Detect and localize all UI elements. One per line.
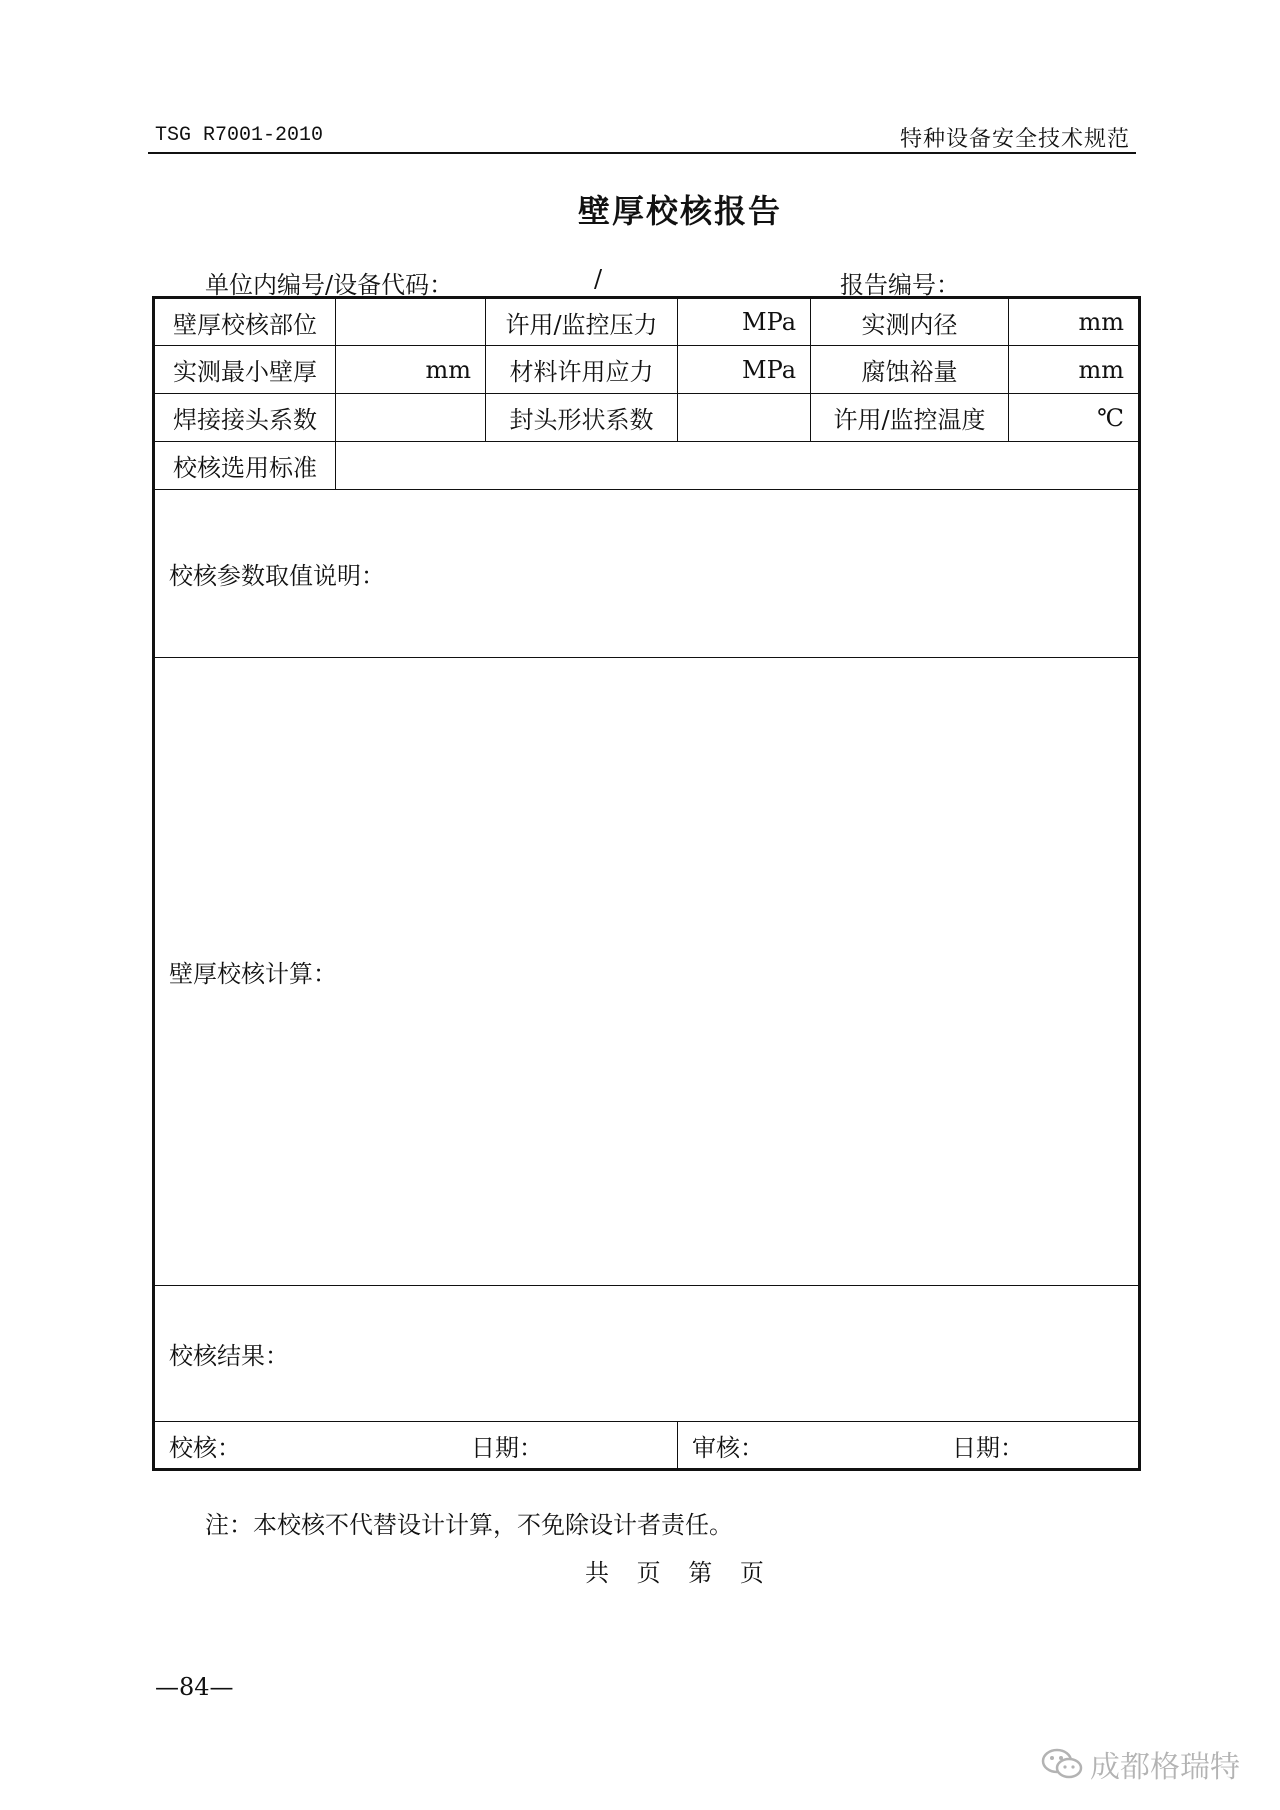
field-weld-joint-factor[interactable] bbox=[336, 394, 486, 442]
label-head-shape-factor: 封头形状系数 bbox=[486, 394, 678, 442]
checker-date-label: 日期： bbox=[471, 1433, 543, 1462]
table-row bbox=[154, 1422, 1140, 1470]
header-rule bbox=[148, 152, 1136, 154]
check-result-label: 校核结果： bbox=[169, 1342, 289, 1370]
report-number-label: 报告编号： bbox=[840, 271, 960, 299]
field-corrosion-allowance[interactable]: mm bbox=[1009, 346, 1140, 394]
table-row bbox=[154, 1286, 1140, 1422]
field-min-wall-thickness[interactable]: mm bbox=[336, 346, 486, 394]
page-count: 共 页 第 页 bbox=[585, 1559, 765, 1587]
wechat-icon bbox=[1040, 1746, 1084, 1782]
reviewer-date-label: 日期： bbox=[952, 1433, 1024, 1462]
label-check-location: 壁厚校核部位 bbox=[154, 298, 336, 346]
label-measured-inner-diameter: 实测内径 bbox=[811, 298, 1009, 346]
thickness-check-table bbox=[152, 296, 1141, 1471]
label-allowed-pressure: 许用/监控压力 bbox=[486, 298, 678, 346]
page-number: —84— bbox=[155, 1673, 234, 1701]
param-explanation-label: 校核参数取值说明： bbox=[169, 562, 385, 590]
table-row bbox=[154, 490, 1140, 658]
field-measured-inner-diameter[interactable]: mm bbox=[1009, 298, 1140, 346]
label-check-standard: 校核选用标准 bbox=[154, 442, 336, 490]
unit-code-value: / bbox=[594, 265, 603, 293]
field-check-location[interactable] bbox=[336, 298, 486, 346]
label-allowed-temperature: 许用/监控温度 bbox=[811, 394, 1009, 442]
field-allowed-pressure[interactable]: MPa bbox=[678, 298, 811, 346]
table-row bbox=[154, 346, 1140, 394]
spec-code: TSG R7001-2010 bbox=[155, 124, 324, 147]
reviewer-signature[interactable] bbox=[678, 1422, 1140, 1470]
label-corrosion-allowance: 腐蚀裕量 bbox=[811, 346, 1009, 394]
section-param-explanation[interactable] bbox=[154, 490, 1140, 658]
table-row bbox=[154, 442, 1140, 490]
section-check-result[interactable] bbox=[154, 1286, 1140, 1422]
watermark-text: 成都格瑞特 bbox=[1090, 1750, 1240, 1785]
label-weld-joint-factor: 焊接接头系数 bbox=[154, 394, 336, 442]
field-material-allowable-stress[interactable]: MPa bbox=[678, 346, 811, 394]
table-row bbox=[154, 658, 1140, 1286]
section-thickness-calculation[interactable] bbox=[154, 658, 1140, 1286]
field-allowed-temperature[interactable]: ℃ bbox=[1009, 394, 1140, 442]
label-material-allowable-stress: 材料许用应力 bbox=[486, 346, 678, 394]
table-row bbox=[154, 394, 1140, 442]
unit-code-label: 单位内编号/设备代码： bbox=[205, 271, 454, 299]
field-head-shape-factor[interactable] bbox=[678, 394, 811, 442]
watermark bbox=[1040, 1742, 1240, 1786]
page-title: 壁厚校核报告 bbox=[577, 192, 782, 230]
disclaimer-note: 注：本校核不代替设计计算，不免除设计者责任。 bbox=[205, 1511, 733, 1539]
spec-series: 特种设备安全技术规范 bbox=[899, 127, 1130, 152]
checker-label: 校核： bbox=[169, 1433, 241, 1462]
checker-signature[interactable] bbox=[154, 1422, 678, 1470]
field-check-standard[interactable] bbox=[336, 442, 1140, 490]
table-row bbox=[154, 298, 1140, 346]
thickness-calculation-label: 壁厚校核计算： bbox=[169, 960, 337, 988]
reviewer-label: 审核： bbox=[692, 1433, 764, 1462]
label-min-wall-thickness: 实测最小壁厚 bbox=[154, 346, 336, 394]
